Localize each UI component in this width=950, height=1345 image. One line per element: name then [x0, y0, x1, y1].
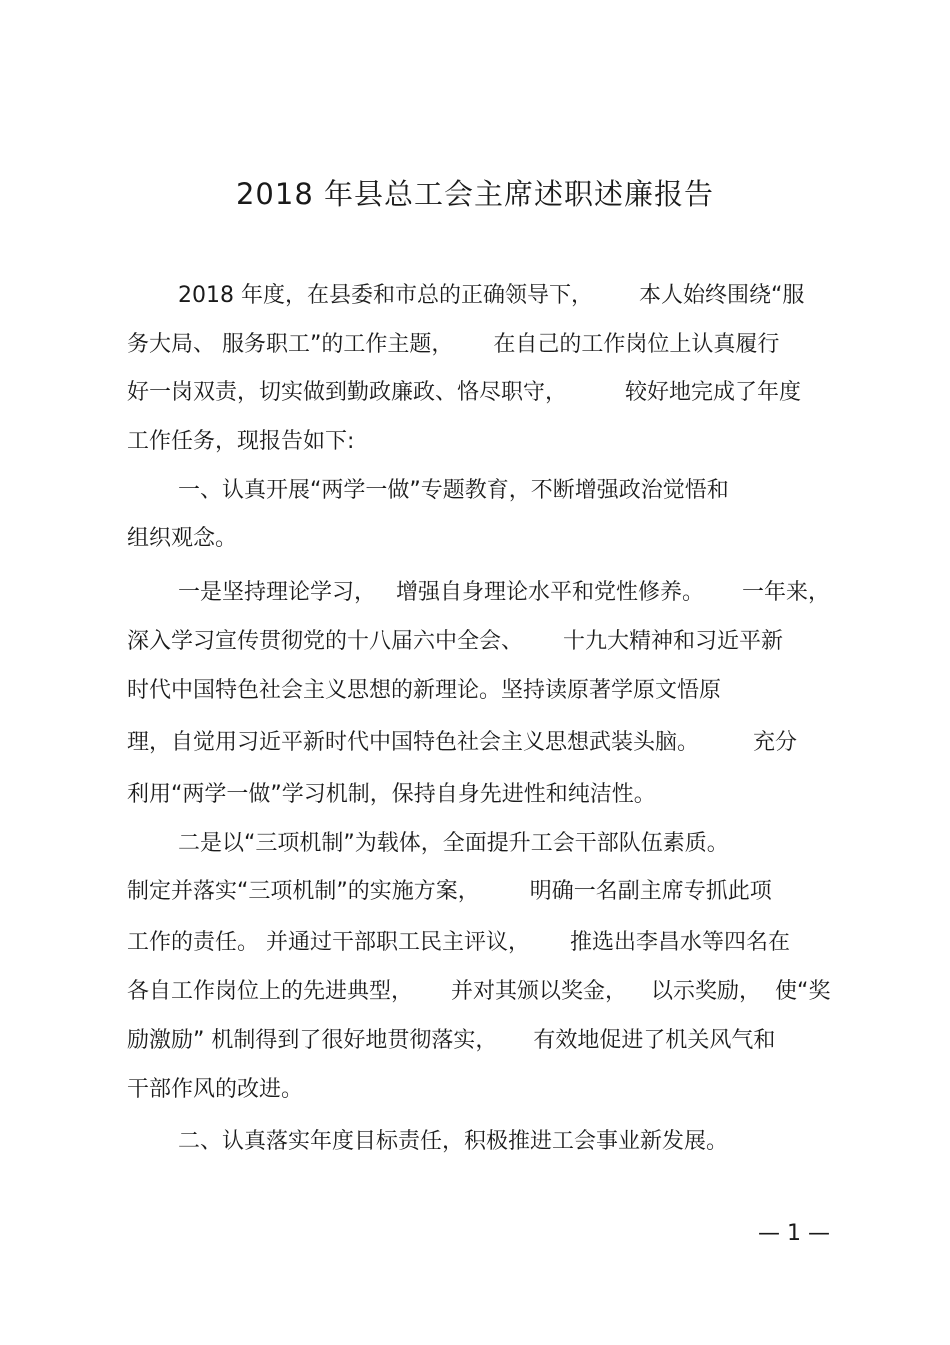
paragraph-line — [127, 780, 656, 810]
text-segment: 工作任务，现报告如下: — [127, 429, 355, 454]
text-segment: 二是以“三项机制”为载体，全面提升工会干部队伍素质。 — [178, 831, 729, 856]
text-segment: 理，自觉用习近平新时代中国特色社会主义思想武装头脑。 — [127, 730, 700, 755]
text-segment: 工作的责任。 并通过干部职工民主评议， — [127, 930, 530, 955]
text-segment: 好一岗双责，切实做到勤政廉政、恪尽职守， — [127, 380, 568, 405]
text-segment: 2018 年度，在县委和市总的正确领导下， — [178, 283, 593, 308]
paragraph-line — [178, 829, 729, 859]
text-segment: 明确一名副主席专抓此项 — [529, 879, 772, 904]
text-segment: 以示奖励， — [651, 979, 762, 1004]
paragraph-line — [127, 928, 790, 958]
text-segment: 各自工作岗位上的先进典型， — [127, 979, 414, 1004]
text-segment: 充分 — [753, 730, 798, 755]
paragraph-line — [127, 676, 721, 706]
paragraph-line — [127, 427, 354, 457]
section-heading — [178, 476, 729, 506]
paragraph-line — [127, 1026, 775, 1056]
text-segment: 在自己的工作岗位上认真履行 — [493, 332, 780, 357]
paragraph-line — [127, 977, 830, 1007]
text-segment: 务大局、 服务职工”的工作主题， — [127, 332, 454, 357]
document-title: 2018 年县总工会主席述职述廉报告 — [235, 177, 715, 211]
text-segment: 一是坚持理论学习， — [178, 580, 377, 605]
paragraph-line — [127, 877, 772, 907]
paragraph-line — [178, 578, 830, 608]
text-segment: 干部作风的改进。 — [127, 1077, 304, 1102]
text-segment: 制定并落实“三项机制”的实施方案， — [127, 879, 480, 904]
text-segment: 推选出李昌水等四名在 — [570, 930, 791, 955]
text-segment: 一年来， — [742, 580, 831, 605]
paragraph-line — [127, 1075, 303, 1105]
text-segment: 有效地促进了机关风气和 — [533, 1028, 776, 1053]
text-segment: 十九大精神和习近平新 — [563, 629, 784, 654]
text-segment: 二、认真落实年度目标责任，积极推进工会事业新发展。 — [178, 1129, 729, 1154]
paragraph-line — [127, 524, 237, 554]
text-segment: 一、认真开展“两学一做”专题教育，不断增强政治觉悟和 — [178, 478, 729, 503]
section-heading — [178, 1127, 728, 1157]
text-segment: 增强自身理论水平和党性修养。 — [396, 580, 705, 605]
text-segment: 使“奖 — [775, 979, 831, 1004]
text-segment: 深入学习宣传贯彻党的十八届六中全会、 — [127, 629, 524, 654]
text-segment: 本人始终围绕“服 — [638, 283, 805, 308]
text-segment: 并对其颁以奖金， — [451, 979, 628, 1004]
text-segment: 时代中国特色社会主义思想的新理论。坚持读原著学原文悟原 — [127, 678, 722, 703]
text-segment: 利用“两学一做”学习机制，保持自身先进性和纯洁性。 — [127, 782, 656, 807]
paragraph-line — [127, 378, 801, 408]
page-number: — 1 — — [758, 1221, 830, 1246]
text-segment: 较好地完成了年度 — [625, 380, 802, 405]
paragraph-line — [178, 281, 804, 311]
paragraph-line — [127, 627, 783, 657]
paragraph-line — [127, 330, 779, 360]
paragraph-line — [127, 728, 797, 758]
text-segment: 组织观念。 — [127, 526, 238, 551]
text-segment: 励激励” 机制得到了很好地贯彻落实， — [127, 1028, 498, 1053]
